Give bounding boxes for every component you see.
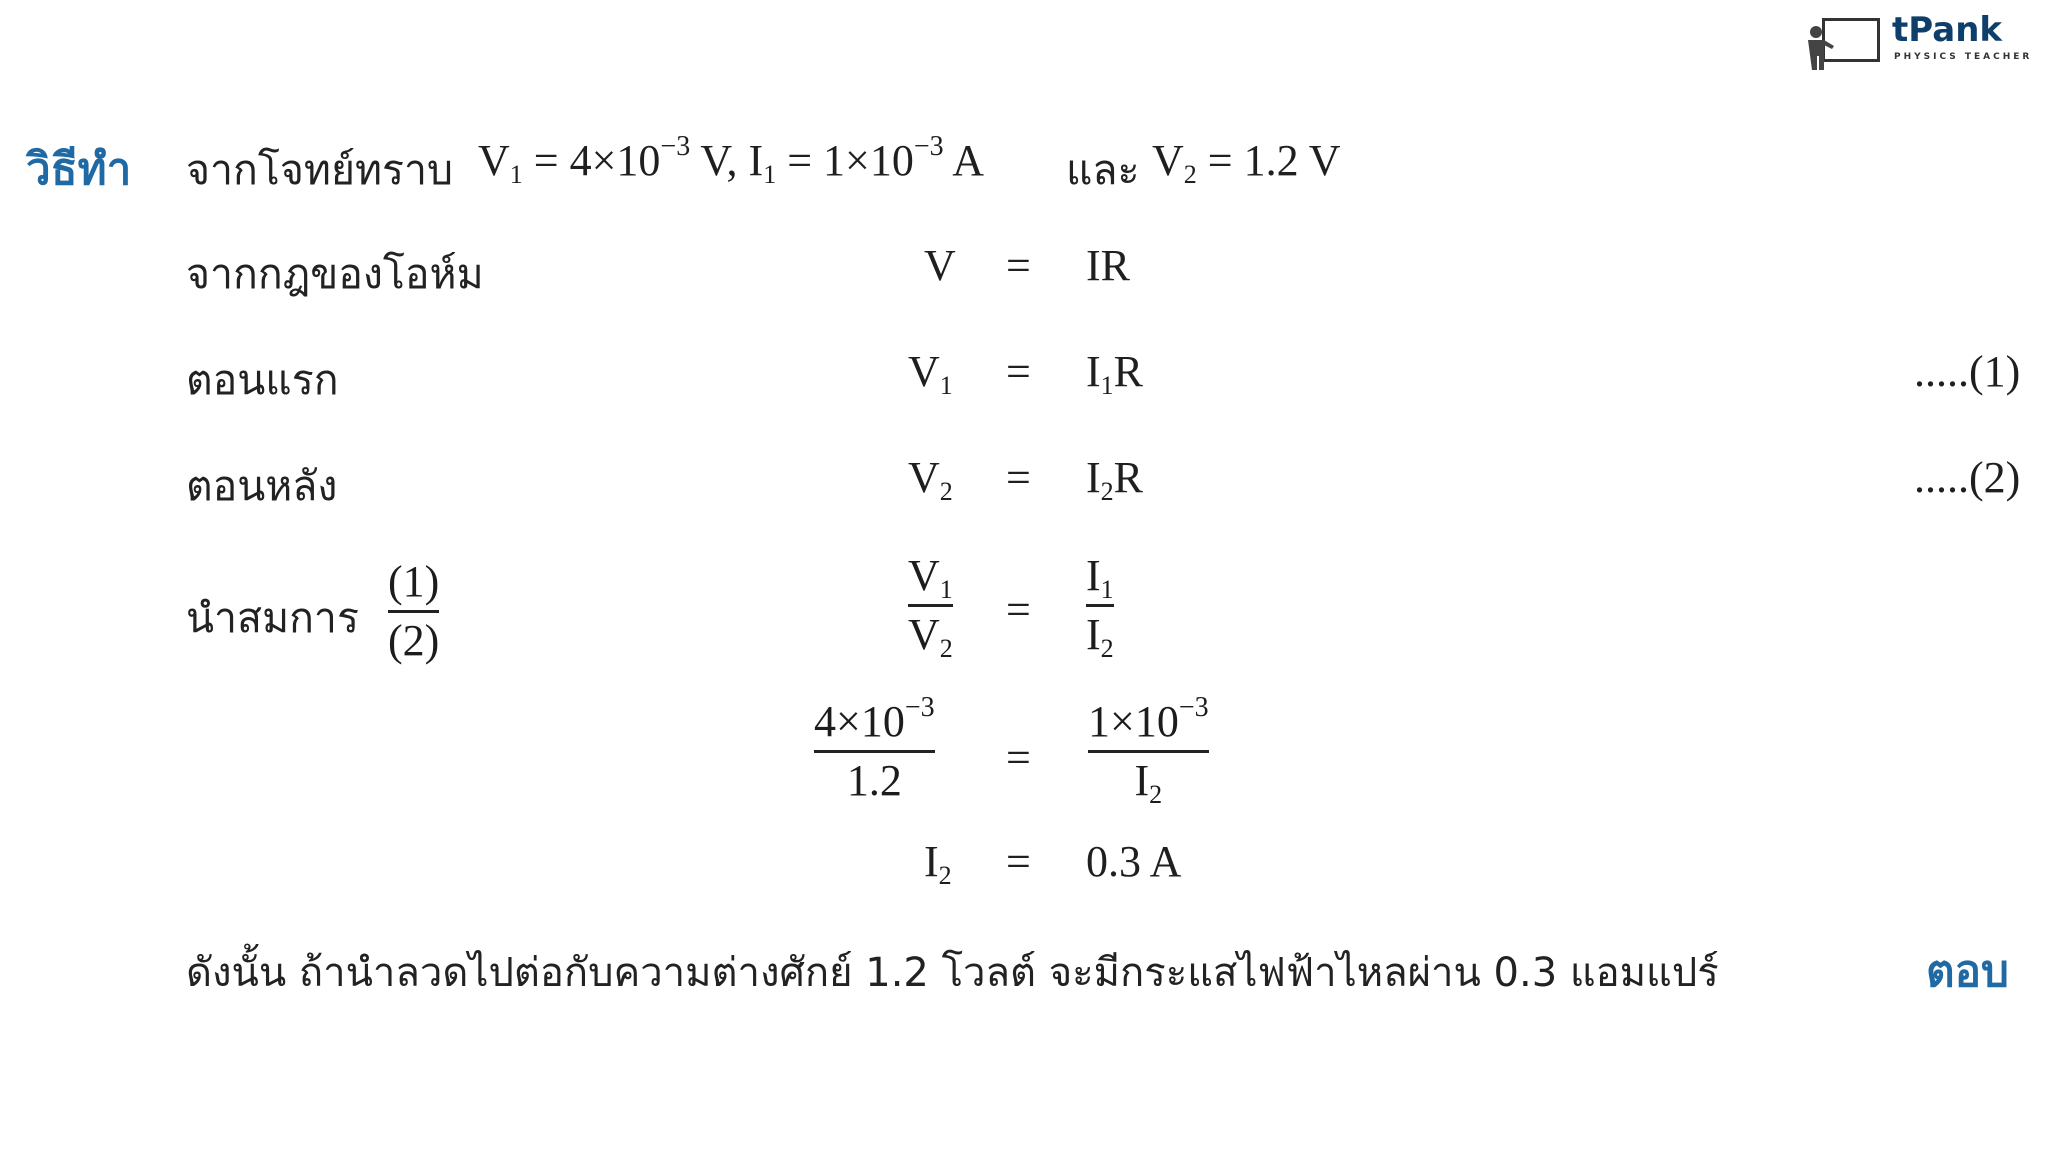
- ohm-lhs: V: [924, 241, 956, 290]
- given-v2: $V_2 = 1.2$ V: [1152, 136, 1341, 189]
- subst-lhs-fraction: $4\times 10^{-3}$ 1.2: [814, 692, 935, 805]
- answer-label: ตอบ: [1926, 946, 2009, 997]
- first-rhs: $I_1R$: [1086, 347, 1144, 400]
- subst-rhs-fraction: $1\times 10^{-3}$ $I_2$: [1088, 692, 1209, 809]
- first-label: ตอนแรก: [186, 356, 339, 404]
- given-values: $V_1 = 4\times 10^{-3}$ V, $I_1 = 1\times 10^{-3}$ A: [478, 131, 984, 189]
- second-equals: =: [1006, 453, 1031, 502]
- solution-heading: วิธีทำ: [26, 144, 132, 195]
- ratio-lhs-fraction: $V_1$ $V_2$: [908, 551, 953, 663]
- logo-brand: tPank: [1892, 10, 2003, 50]
- first-equals: =: [1006, 347, 1031, 396]
- ohm-rhs: IR: [1086, 241, 1130, 290]
- second-rhs: $I_2R$: [1086, 453, 1144, 506]
- equation-ref-1: .....(1): [1914, 347, 2021, 396]
- ratio-rhs-fraction: $I_1$ $I_2$: [1086, 551, 1114, 663]
- second-lhs: $V_2$: [908, 453, 953, 506]
- given-label: จากโจทย์ทราบ: [186, 146, 454, 194]
- ratio-label: นำสมการ: [186, 594, 359, 642]
- teacher-icon: [1806, 24, 1836, 70]
- subst-equals: =: [1006, 733, 1031, 782]
- ohm-label: จากกฎของโอห์ม: [186, 250, 484, 298]
- result-lhs: $I_2$: [924, 837, 952, 890]
- conclusion-text: ดังนั้น ถ้านำลวดไปต่อกับความต่างศักย์ 1.2 โวลต์ จะมีกระแสไฟฟ้าไหลผ่าน 0.3 แอมแปร์: [186, 950, 1719, 996]
- logo-tagline: PHYSICS TEACHER: [1894, 52, 2033, 62]
- ratio-label-fraction: (1) (2): [388, 557, 440, 665]
- result-equals: =: [1006, 837, 1031, 886]
- given-and: และ: [1066, 146, 1140, 194]
- tpank-logo: [1800, 10, 2040, 70]
- ohm-equals: =: [1006, 241, 1031, 290]
- ratio-equals: =: [1006, 585, 1031, 634]
- equation-ref-2: .....(2): [1914, 453, 2021, 502]
- second-label: ตอนหลัง: [186, 462, 338, 510]
- first-lhs: $V_1$: [908, 347, 953, 400]
- result-rhs: 0.3 A: [1086, 837, 1182, 886]
